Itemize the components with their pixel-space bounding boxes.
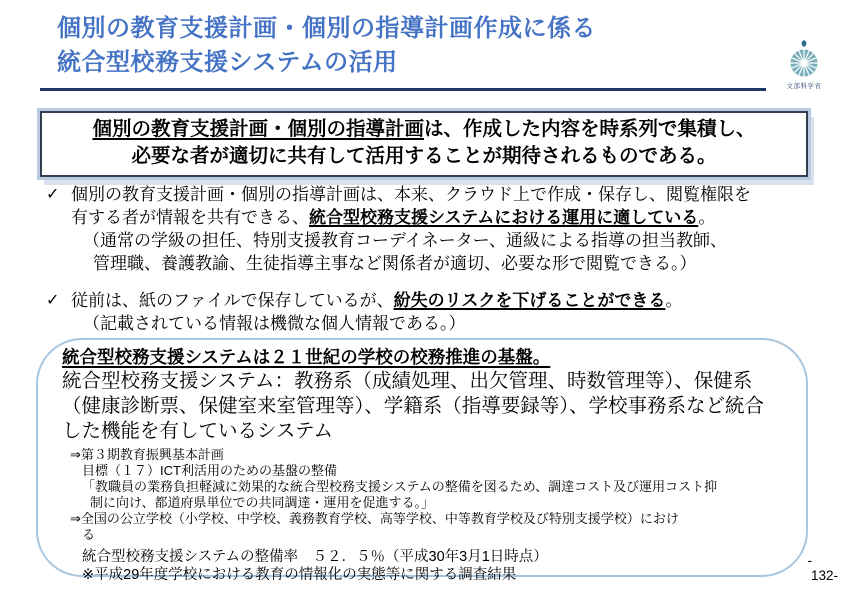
bullet-item-1 [46, 183, 806, 275]
bullet1-line2 [71, 206, 806, 229]
bullet-list [46, 183, 806, 349]
bullet1-line2-emphasis: 統合型校務支援システムにおける運用に適している [309, 208, 699, 227]
mext-logo-caption: 文部科学省 [786, 83, 822, 90]
bullet1-line3: （通常の学級の担任、特別支援教育コーデイネーター、通級による指導の担当教師、 [83, 231, 727, 250]
page-title-line2: 統合型校務支援システムの活用 [57, 49, 398, 76]
note-line-deployment-rate: 統合型校務支援システムの整備率 ５２．５％（平成30年3月1日時点） [82, 549, 548, 565]
info-body-line3: した機能を有しているシステム [62, 420, 334, 442]
summary-line2: 必要な者が適切に共有して活用することが期待されるものである。 [131, 145, 717, 167]
bullet1-line2-post: 。 [698, 208, 716, 227]
info-box-body [62, 369, 788, 444]
info-box-heading-text: 統合型校務支援システムは２１世紀の学校の校務推進の基盤。 [62, 347, 551, 367]
note-line: ⇒全国の公立学校（小学校、中学校、義務教育学校、高等学校、中等教育学校及び特別支援学校）におけ [70, 511, 679, 526]
title-divider [40, 88, 766, 91]
page-number-dash: - [807, 553, 812, 568]
note-line: 目標（１７）ICT利活用のための基盤の整備 [82, 463, 337, 478]
page-title [57, 12, 596, 80]
bullet2-line1-post: 。 [665, 291, 683, 310]
check-icon: ✓ [46, 186, 60, 203]
page-number-value: 132- [810, 568, 838, 583]
bullet2-line2: （記載されている情報は機微な個人情報である。） [83, 314, 466, 333]
summary-line1 [42, 116, 806, 143]
note-line: 「教職員の業務負担軽減に効果的な統合型校務支援システムの整備を図るため、調達コスト及び運用コスト抑 [82, 479, 718, 494]
bullet1-line1: 個別の教育支援計画・個別の指導計画は、本来、クラウド上で作成・保存し、閲覧権限を [71, 185, 751, 204]
info-box-heading [62, 346, 788, 369]
bullet-item-2 [46, 289, 806, 335]
bullet1-line2-pre: 有する者が情報を共有できる、 [71, 208, 309, 227]
note-line: る [82, 527, 96, 542]
check-icon: ✓ [46, 292, 60, 309]
mext-logo-icon [776, 38, 832, 80]
note-line-survey-source: ※平成29年度学校における教育の情報化の実態等に関する調査結果 [82, 567, 517, 583]
bullet1-line4: 管理職、養護教諭、生徒指導主事など関係者が適切、必要な形で閲覧できる。） [93, 254, 697, 273]
info-box-notes [62, 447, 788, 584]
mext-logo [776, 38, 832, 90]
bullet2-line1-emphasis: 紛失のリスクを下げることができる [393, 291, 666, 310]
note-line: 制に向け、都道府県単位での共同調達・運用を促進する。」 [90, 495, 434, 510]
page-number [808, 553, 839, 583]
summary-box [40, 111, 808, 177]
summary-line1-underlined: 個別の教育支援計画・個別の指導計画 [92, 118, 424, 140]
bullet2-line1-pre: 従前は、紙のファイルで保存しているが、 [71, 291, 394, 310]
info-body-line1: 統合型校務支援システム：教務系（成績処理、出欠管理、時数管理等）、保健系 [62, 370, 753, 392]
summary-line1-rest: は、作成した内容を時系列で集積し、 [424, 118, 756, 140]
note-line: ⇒第３期教育振興基本計画 [70, 447, 224, 462]
bullet2-line1 [71, 289, 806, 312]
info-body-line2: （健康診断票、保健室来室管理等）、学籍系（指導要録等）、学校事務系など統合 [62, 395, 765, 417]
system-info-box [36, 338, 808, 583]
page-title-line1: 個別の教育支援計画・個別の指導計画作成に係る [57, 15, 596, 42]
